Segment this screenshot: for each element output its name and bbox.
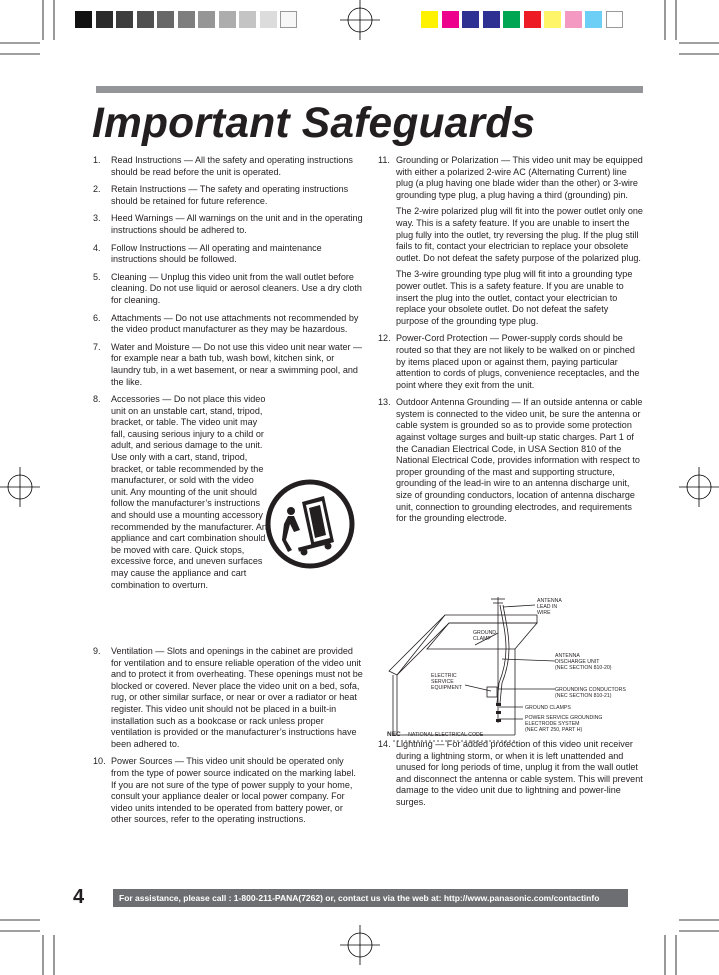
item-text: The 2-wire polarized plug will fit into the power outlet only one way. This is a safety feature. If you are unable to insert the plug fully into the outlet, try reversing the plug. If the plug still fails to fit, contact your electrician to replace your obsolete outlet. Do not defeat the safety purpose of the polarized plug.	[396, 206, 643, 263]
process-color-swatch	[606, 11, 623, 28]
safeguard-item	[93, 184, 363, 207]
item-number: 1.	[93, 155, 101, 165]
safeguard-item	[93, 213, 363, 236]
process-color-swatch	[524, 11, 541, 28]
process-color-swatch	[544, 11, 561, 28]
item-number: 10.	[93, 756, 106, 767]
safeguard-item	[93, 342, 363, 388]
label-antenna-lead-line2: LEAD IN	[537, 604, 558, 610]
label-antenna-lead-line3: WIRE	[537, 610, 551, 616]
safeguard-item	[93, 272, 363, 307]
title-band	[96, 86, 643, 93]
safeguard-item	[93, 313, 363, 336]
gray-swatch	[137, 11, 154, 28]
label-discharge-line2: DISCHARGE UNIT	[555, 659, 600, 665]
safeguard-item	[378, 397, 643, 525]
label-grounding-conductors-line1: GROUNDING CONDUCTORS	[555, 687, 626, 693]
label-nec: NEC	[387, 731, 401, 738]
item-text: The 3-wire grounding type plug will fit into a grounding type power outlet. This is a safety feature. If you are unable to insert the plug into the outlet, contact your electrician to replace your obsolete outlet. Do not defeat the safety purpose of the grounding type plug.	[396, 269, 633, 326]
label-electric-line3: EQUIPMENT	[431, 685, 462, 691]
label-nec-full: - NATIONAL ELECTRICAL CODE	[405, 732, 484, 738]
item-number: 4.	[93, 242, 101, 253]
label-electric-line2: SERVICE	[431, 679, 454, 685]
right-column	[378, 155, 643, 531]
footer-assistance-bar: For assistance, please call : 1-800-211-PANA(7262) or, contact us via the web at: http://www.panasonic.com/contactinfo	[113, 889, 628, 907]
safeguard-item	[378, 739, 643, 809]
gray-swatch	[280, 11, 297, 28]
safeguard-item	[378, 333, 643, 391]
safeguard-item	[378, 155, 643, 327]
item-text: Power Sources — This video unit should be operated only from the type of power source indicated on the marking label. If you are not sure of the type of power supply to your home, consult your appliance dealer or local power company. For video units intended to be operated from battery power, or other sources, refer to the operating instructions.	[111, 756, 356, 825]
label-ground-clamp-line2: CLAMP	[473, 636, 491, 642]
cart-tipover-warning-icon	[264, 478, 356, 570]
item-text: Outdoor Antenna Grounding — If an outside antenna or cable system is connected to the video unit, be sure the antenna or cable system is grounded so as to provide some protection against voltage surges and built-up static charges. Part 1 of the Canadian Electrical Code, in USA Section 810 of the National Electrical Code, provides information with respect to proper grounding of the mast and supporting structure, grounding of the lead-in wire to an antenna discharge unit, size of grounding conductors, location of antenna discharge unit, connection to grounding electrodes, and requirements for the grounding electrode.	[396, 397, 643, 524]
item-number: 11.	[378, 155, 390, 165]
gray-swatch	[116, 11, 133, 28]
page-number: 4	[73, 886, 85, 908]
item-number: 7.	[93, 341, 101, 352]
item-number: 14.	[378, 739, 391, 749]
label-power-service-line1: POWER SERVICE GROUNDING	[525, 715, 603, 721]
item-text: Lightning — For added protection of this video unit receiver during a lightning storm, or when it is left unattended and unused for long periods of time, unplug it from the wall outlet and disconnect the antenna or cable system. This will prevent damage to the video unit due to lightning and power-line surges.	[396, 739, 643, 807]
label-electric-line1: ELECTRIC	[431, 673, 457, 679]
gray-swatch	[219, 11, 236, 28]
item-text: Grounding or Polarization — This video unit may be equipped with either a polarized 2-wire AC (Alternating Current) line plug (a plug having one blade wider than the other) or 3-wire grounding type plug, a plug having a third (grounding) pin.	[396, 155, 643, 200]
label-ground-clamps: GROUND CLAMPS	[525, 705, 571, 711]
item-text: Retain Instructions — The safety and operating instructions should be retained for future reference.	[111, 184, 349, 206]
item-text: Heed Warnings — All warnings on the unit and in the operating instructions should be adhered to.	[111, 213, 363, 235]
item-text: Accessories — Do not place this video unit on an unstable cart, stand, tripod, bracket, or table. The video unit may fall, causing serious injury to a child or adult, and serious damage to the unit. Use only with a cart, stand, tripod, bracket, or table recommended by the manufacturer, or sold with the video unit. Any mounting of the unit should follow the manufacturer’s instructions and should use a mounting accessory recommended by the manufacturer. An appliance and cart combination should be moved with care. Quick stops, excessive force, and uneven surfaces may cause the appliance and cart combination to overturn.	[111, 394, 267, 590]
label-power-service-line3: (NEC ART 250, PART H)	[525, 727, 583, 733]
label-discharge-line1: ANTENNA	[555, 653, 580, 659]
gray-swatch	[260, 11, 277, 28]
process-color-swatch	[462, 11, 479, 28]
safeguard-item	[93, 243, 363, 266]
item-number: 12.	[378, 333, 391, 344]
antenna-grounding-diagram	[387, 593, 643, 743]
process-color-swatch	[421, 11, 438, 28]
item-number: 2.	[93, 184, 101, 195]
label-antenna-lead-line1: ANTENNA	[537, 598, 562, 604]
label-discharge-line3: (NEC SECTION 810-20)	[555, 665, 612, 671]
item-number: 9.	[93, 646, 101, 657]
item-text: Ventilation — Slots and openings in the cabinet are provided for ventilation and to ensure reliable operation of the video unit and to protect it from overheating. These openings must not be blocked or covered. Never place the video unit on a bed, sofa, rug, or other similar surface, or near or over a radiator or heat register. This video unit should not be placed in a built-in installation such as a bookcase or rack unless proper ventilation is provided or the manufacturer’s instructions have been adhered to.	[111, 646, 363, 749]
item-text: Cleaning — Unplug this video unit from the wall outlet before cleaning. Do not use liquid or aerosol cleaners. Use a dry cloth for cleaning.	[111, 271, 362, 305]
process-color-swatch	[585, 11, 602, 28]
item-text: Attachments — Do not use attachments not recommended by the video product manufacturer as they may be hazardous.	[111, 312, 359, 335]
item-text: Follow Instructions — All operating and maintenance instructions should be followed.	[111, 242, 322, 265]
item-number: 8.	[93, 394, 101, 405]
safeguard-item	[93, 646, 363, 750]
item-number: 6.	[93, 312, 101, 323]
gray-swatch	[198, 11, 215, 28]
page-title: Important Safeguards	[92, 100, 536, 147]
item-text: Read Instructions — All the safety and operating instructions should be read before the unit is operated.	[111, 155, 353, 177]
gray-swatch	[96, 11, 113, 28]
item-number: 13.	[378, 397, 391, 408]
safeguard-item	[93, 155, 363, 178]
item-number: 5.	[93, 271, 101, 282]
gray-swatch	[239, 11, 256, 28]
process-color-swatch	[483, 11, 500, 28]
process-color-swatch	[565, 11, 582, 28]
item-number: 3.	[93, 213, 101, 224]
gray-swatch	[178, 11, 195, 28]
safeguard-item	[93, 756, 363, 826]
label-ground-clamp-line1: GROUND	[473, 630, 497, 636]
label-power-service-line2: ELECTRODE SYSTEM	[525, 721, 580, 727]
item-text: Water and Moisture — Do not use this video unit near water — for example near a bath tub, wash bowl, kitchen sink, or laundry tub, in a wet basement, or near a swimming pool, and the like.	[111, 341, 363, 387]
process-color-swatch	[442, 11, 459, 28]
item-text: Power-Cord Protection — Power-supply cords should be routed so that they are not likely to be walked on or pinched by items placed upon or against them, paying particular attention to cords of plugs, convenience receptacles, and the point where they exit from the unit.	[396, 333, 640, 390]
gray-swatch	[75, 11, 92, 28]
right-column-lower	[378, 739, 643, 815]
label-grounding-conductors-line2: (NEC SECTION 810-21)	[555, 693, 612, 699]
process-color-swatch	[503, 11, 520, 28]
gray-swatch	[157, 11, 174, 28]
